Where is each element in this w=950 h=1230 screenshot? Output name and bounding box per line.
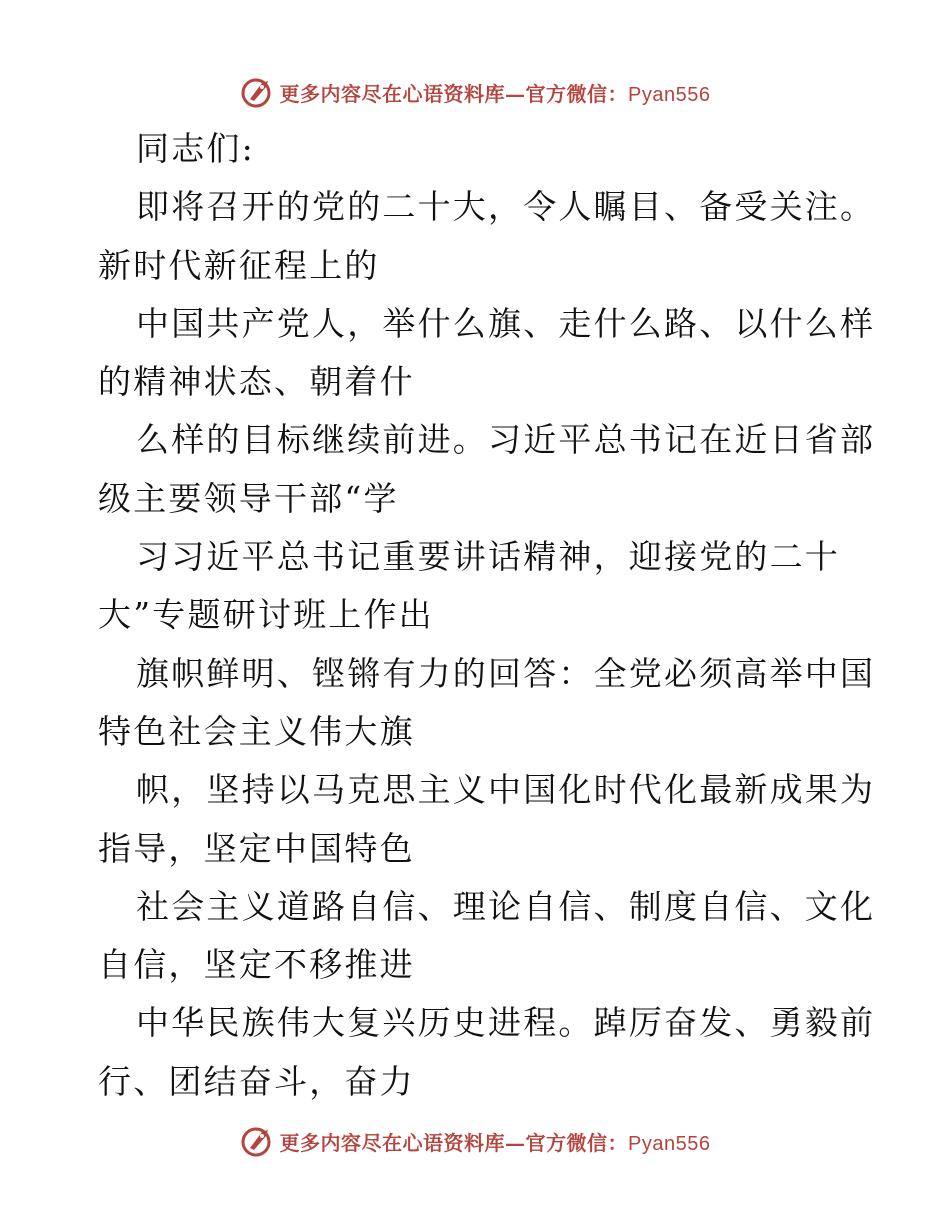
body-text-line: 特色社会主义伟大旗 (98, 711, 415, 751)
body-text-line: 帜，坚持以马克思主义中国化时代化最新成果为 (136, 770, 876, 810)
footer-watermark (0, 1121, 950, 1161)
body-text-line: 旗帜鲜明、铿锵有力的回答：全党必须高举中国 (136, 653, 876, 693)
body-text-line: 行、团结奋斗，奋力 (98, 1061, 415, 1101)
watermark-text-cn: 更多内容尽在心语资料库—官方微信： (279, 1130, 629, 1155)
body-text-line: 习习近平总书记重要讲话精神，迎接党的二十 (136, 537, 840, 577)
document-body (98, 120, 876, 1111)
body-text-line: 社会主义道路自信、理论自信、制度自信、文化 (136, 886, 876, 926)
body-text-line: 同志们: (136, 129, 255, 168)
body-text-line: 新时代新征程上的 (98, 245, 380, 285)
pen-nib-circle-icon (240, 1124, 274, 1158)
body-text-line: 自信，坚定不移推进 (98, 945, 415, 985)
header-watermark (0, 72, 950, 112)
watermark-text-cn: 更多内容尽在心语资料库—官方微信： (279, 81, 629, 106)
body-text-line: 的精神状态、朝着什 (98, 362, 415, 402)
body-text-line: 指导，坚定中国特色 (98, 828, 415, 868)
body-text-line: 中华民族伟大复兴历史进程。踔厉奋发、勇毅前 (136, 1003, 876, 1043)
body-text-line: 即将召开的党的二十大，令人瞩目、备受关注。 (136, 187, 876, 227)
body-text-line: 中国共产党人，举什么旗、走什么路、以什么样 (136, 303, 876, 343)
watermark-text (280, 78, 711, 107)
pen-nib-circle-icon (240, 75, 274, 109)
body-text-line: 么样的目标继续前进。习近平总书记在近日省部 (136, 420, 876, 460)
watermark-wechat-id: Pyan556 (628, 83, 711, 106)
watermark-wechat-id: Pyan556 (628, 1132, 711, 1155)
watermark-group (240, 75, 711, 109)
body-text-line: 大”专题研讨班上作出 (98, 595, 434, 635)
body-text-line: 级主要领导干部“学 (98, 478, 399, 518)
watermark-text (280, 1127, 711, 1156)
watermark-group (240, 1124, 711, 1158)
